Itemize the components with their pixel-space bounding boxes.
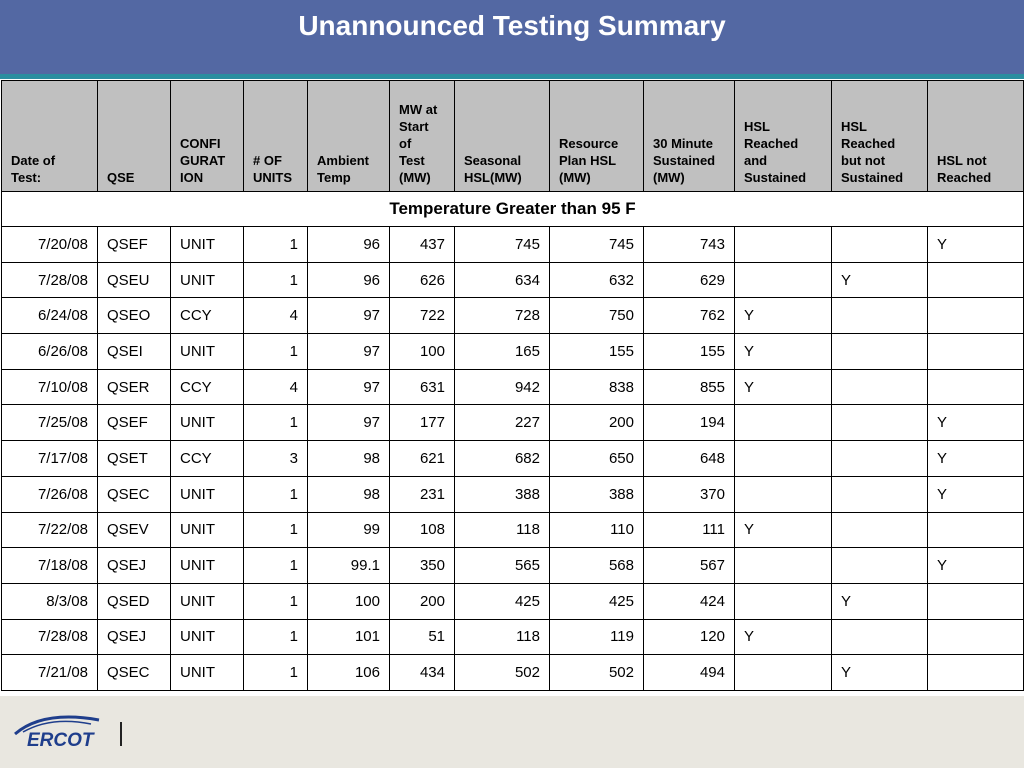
table-cell: Y [735, 619, 832, 655]
footer-divider [120, 722, 122, 746]
table-cell: 502 [550, 655, 644, 691]
table-cell [928, 334, 1024, 370]
table-cell: QSED [98, 583, 171, 619]
table-cell: UNIT [171, 227, 244, 263]
table-cell [735, 476, 832, 512]
table-cell [928, 298, 1024, 334]
table-cell: 502 [455, 655, 550, 691]
column-header-line: Start [399, 119, 429, 134]
table-cell: 745 [550, 227, 644, 263]
table-cell: 100 [390, 334, 455, 370]
table-cell: 1 [244, 476, 308, 512]
column-header-line: HSL [841, 119, 867, 134]
table-cell [735, 262, 832, 298]
table-cell: UNIT [171, 583, 244, 619]
table-cell: 177 [390, 405, 455, 441]
table-cell: UNIT [171, 655, 244, 691]
table-cell: 6/24/08 [2, 298, 98, 334]
table-cell: QSEF [98, 405, 171, 441]
table-cell [735, 655, 832, 691]
table-cell: 762 [644, 298, 735, 334]
table-cell: 632 [550, 262, 644, 298]
column-header-line: ION [180, 170, 204, 185]
table-cell [832, 619, 928, 655]
table-cell: 3 [244, 441, 308, 477]
table-cell: CCY [171, 369, 244, 405]
table-cell: 629 [644, 262, 735, 298]
table-cell: Y [735, 334, 832, 370]
column-header [644, 81, 735, 192]
table-cell [735, 405, 832, 441]
column-header-line: CONFI [180, 136, 221, 151]
table-cell: 231 [390, 476, 455, 512]
table-cell: UNIT [171, 512, 244, 548]
table-cell: 1 [244, 619, 308, 655]
column-header-line: (MW) [653, 170, 685, 185]
table-cell: 567 [644, 548, 735, 584]
table-cell: 437 [390, 227, 455, 263]
table-cell: 626 [390, 262, 455, 298]
table-row [2, 334, 1024, 370]
column-header [171, 81, 244, 192]
table-cell: UNIT [171, 405, 244, 441]
table-cell: 722 [390, 298, 455, 334]
table-cell: 568 [550, 548, 644, 584]
column-header-line: Sustained [653, 153, 716, 168]
table-row [2, 548, 1024, 584]
column-header-line: Temp [317, 170, 351, 185]
table-cell: 96 [308, 227, 390, 263]
column-header [455, 81, 550, 192]
table-cell: 565 [455, 548, 550, 584]
table-cell: 855 [644, 369, 735, 405]
column-header-line: QSE [107, 170, 135, 185]
table-cell: 110 [550, 512, 644, 548]
table-cell: QSEC [98, 655, 171, 691]
table-cell: 165 [455, 334, 550, 370]
table-cell: 96 [308, 262, 390, 298]
table-cell [735, 227, 832, 263]
column-header [735, 81, 832, 192]
table-row [2, 405, 1024, 441]
table-cell: 1 [244, 512, 308, 548]
table-cell: QSEF [98, 227, 171, 263]
table-cell: 494 [644, 655, 735, 691]
column-header [2, 81, 98, 192]
table-cell: 97 [308, 405, 390, 441]
table-cell: Y [832, 583, 928, 619]
table-cell: Y [928, 227, 1024, 263]
table-cell: Y [735, 369, 832, 405]
section-label: Temperature Greater than 95 F [2, 192, 1024, 227]
table-cell: 97 [308, 369, 390, 405]
table-cell: QSEU [98, 262, 171, 298]
table-cell: QSET [98, 441, 171, 477]
table-cell: 1 [244, 334, 308, 370]
table-cell: 743 [644, 227, 735, 263]
table-cell [928, 262, 1024, 298]
table-cell: 51 [390, 619, 455, 655]
table-row [2, 441, 1024, 477]
column-header-line: HSL(MW) [464, 170, 522, 185]
table-cell [928, 512, 1024, 548]
table-cell: 4 [244, 369, 308, 405]
table-cell: 350 [390, 548, 455, 584]
column-header-line: Sustained [744, 170, 807, 185]
table-cell: 194 [644, 405, 735, 441]
table-cell: UNIT [171, 548, 244, 584]
table-cell: 370 [644, 476, 735, 512]
column-header [928, 81, 1024, 192]
column-header [550, 81, 644, 192]
table-cell [832, 334, 928, 370]
table-cell: 7/26/08 [2, 476, 98, 512]
table-row [2, 476, 1024, 512]
table-cell: 650 [550, 441, 644, 477]
table-cell: 425 [455, 583, 550, 619]
table-cell: Y [928, 441, 1024, 477]
table-cell: 97 [308, 298, 390, 334]
table-cell: QSEJ [98, 548, 171, 584]
table-cell: 7/21/08 [2, 655, 98, 691]
table-cell: 119 [550, 619, 644, 655]
table-cell: 7/25/08 [2, 405, 98, 441]
logo-text: ERCOT [27, 730, 94, 751]
table-cell [832, 405, 928, 441]
table-cell: 631 [390, 369, 455, 405]
column-header-line: HSL [744, 119, 770, 134]
table-cell: 7/18/08 [2, 548, 98, 584]
column-header-line: (MW) [559, 170, 591, 185]
column-header-line: MW at [399, 102, 438, 117]
table-header-row [2, 81, 1024, 192]
column-header-line: UNITS [253, 170, 292, 185]
table-cell: 99 [308, 512, 390, 548]
table-cell: 1 [244, 583, 308, 619]
table-cell: 745 [455, 227, 550, 263]
table-cell: 425 [550, 583, 644, 619]
table-cell: 4 [244, 298, 308, 334]
table-cell: 942 [455, 369, 550, 405]
ercot-logo-icon [13, 708, 103, 752]
table-cell [832, 548, 928, 584]
column-header-line: Resource [559, 136, 619, 151]
column-header-line: Plan HSL [559, 153, 617, 168]
column-header-line: Test: [11, 170, 42, 185]
table-row [2, 298, 1024, 334]
table-cell: 200 [390, 583, 455, 619]
table-cell: Y [735, 512, 832, 548]
table-cell: 7/28/08 [2, 619, 98, 655]
table-cell: 155 [550, 334, 644, 370]
table-cell [832, 476, 928, 512]
table-cell: 99.1 [308, 548, 390, 584]
table-cell: 388 [550, 476, 644, 512]
column-header-line: Reached [744, 136, 799, 151]
table-cell: 634 [455, 262, 550, 298]
table-cell: QSEO [98, 298, 171, 334]
table-cell: 106 [308, 655, 390, 691]
table-cell: UNIT [171, 334, 244, 370]
table-cell: 1 [244, 405, 308, 441]
table-cell [735, 583, 832, 619]
table-cell: QSEC [98, 476, 171, 512]
table-row [2, 262, 1024, 298]
column-header-line: Test [399, 153, 425, 168]
table-cell: UNIT [171, 619, 244, 655]
table-cell [735, 441, 832, 477]
section-row [2, 192, 1024, 227]
table-cell [832, 369, 928, 405]
table-row [2, 227, 1024, 263]
table-body [2, 192, 1024, 691]
column-header-line: GURAT [180, 153, 226, 168]
table-cell: 7/22/08 [2, 512, 98, 548]
column-header [390, 81, 455, 192]
table-cell: QSER [98, 369, 171, 405]
table-cell: Y [832, 262, 928, 298]
table-cell: QSEJ [98, 619, 171, 655]
table-cell: 434 [390, 655, 455, 691]
table-cell: 155 [644, 334, 735, 370]
table-cell: 118 [455, 619, 550, 655]
table-row [2, 583, 1024, 619]
table-cell: 1 [244, 548, 308, 584]
column-header-line: of [399, 136, 412, 151]
table-cell: 108 [390, 512, 455, 548]
table-row [2, 655, 1024, 691]
column-header [98, 81, 171, 192]
table-cell: CCY [171, 298, 244, 334]
table-cell [832, 227, 928, 263]
column-header-line: Reached [937, 170, 992, 185]
table-cell [832, 512, 928, 548]
table-cell [928, 655, 1024, 691]
table-cell: 424 [644, 583, 735, 619]
table-cell [832, 441, 928, 477]
table-cell: 227 [455, 405, 550, 441]
table-cell: 98 [308, 441, 390, 477]
table-cell: 682 [455, 441, 550, 477]
table-cell [928, 369, 1024, 405]
table-cell: 750 [550, 298, 644, 334]
table-cell: 7/28/08 [2, 262, 98, 298]
table-cell: 1 [244, 227, 308, 263]
column-header-line: Ambient [317, 153, 369, 168]
testing-summary-table [1, 80, 1024, 691]
column-header-line: HSL not [937, 153, 987, 168]
table-cell: 120 [644, 619, 735, 655]
column-header-line: Seasonal [464, 153, 522, 168]
column-header-line: Date of [11, 153, 56, 168]
table-cell [928, 583, 1024, 619]
column-header-line: and [744, 153, 768, 168]
table-cell: 7/17/08 [2, 441, 98, 477]
table-cell [928, 619, 1024, 655]
table-cell: Y [928, 476, 1024, 512]
table-cell: Y [928, 405, 1024, 441]
table-cell: 8/3/08 [2, 583, 98, 619]
table-cell: 100 [308, 583, 390, 619]
column-header [308, 81, 390, 192]
table-cell: 7/20/08 [2, 227, 98, 263]
table-cell: 7/10/08 [2, 369, 98, 405]
table-cell: Y [735, 298, 832, 334]
table-cell: Y [928, 548, 1024, 584]
table-cell: 118 [455, 512, 550, 548]
column-header-line: Reached [841, 136, 896, 151]
table-cell: 1 [244, 655, 308, 691]
table-cell: 728 [455, 298, 550, 334]
table-cell [735, 548, 832, 584]
table-cell [832, 298, 928, 334]
table-cell: 648 [644, 441, 735, 477]
table-cell: 97 [308, 334, 390, 370]
table-row [2, 619, 1024, 655]
column-header [244, 81, 308, 192]
column-header-line: but not [841, 153, 886, 168]
column-header-line: Sustained [841, 170, 904, 185]
table-cell: QSEV [98, 512, 171, 548]
column-header-line: (MW) [399, 170, 431, 185]
column-header-line: # OF [253, 153, 282, 168]
table-row [2, 512, 1024, 548]
table-cell: UNIT [171, 262, 244, 298]
table-cell: CCY [171, 441, 244, 477]
column-header [832, 81, 928, 192]
table-cell: 6/26/08 [2, 334, 98, 370]
table-cell: 388 [455, 476, 550, 512]
table-cell: 98 [308, 476, 390, 512]
table-cell: UNIT [171, 476, 244, 512]
table-cell: 838 [550, 369, 644, 405]
slide-title: Unannounced Testing Summary [298, 10, 726, 41]
table-cell: 200 [550, 405, 644, 441]
table-cell: 1 [244, 262, 308, 298]
table-cell: QSEI [98, 334, 171, 370]
table-cell: 111 [644, 512, 735, 548]
table-cell: 621 [390, 441, 455, 477]
table-cell: Y [832, 655, 928, 691]
table-row [2, 369, 1024, 405]
table-cell: 101 [308, 619, 390, 655]
column-header-line: 30 Minute [653, 136, 713, 151]
